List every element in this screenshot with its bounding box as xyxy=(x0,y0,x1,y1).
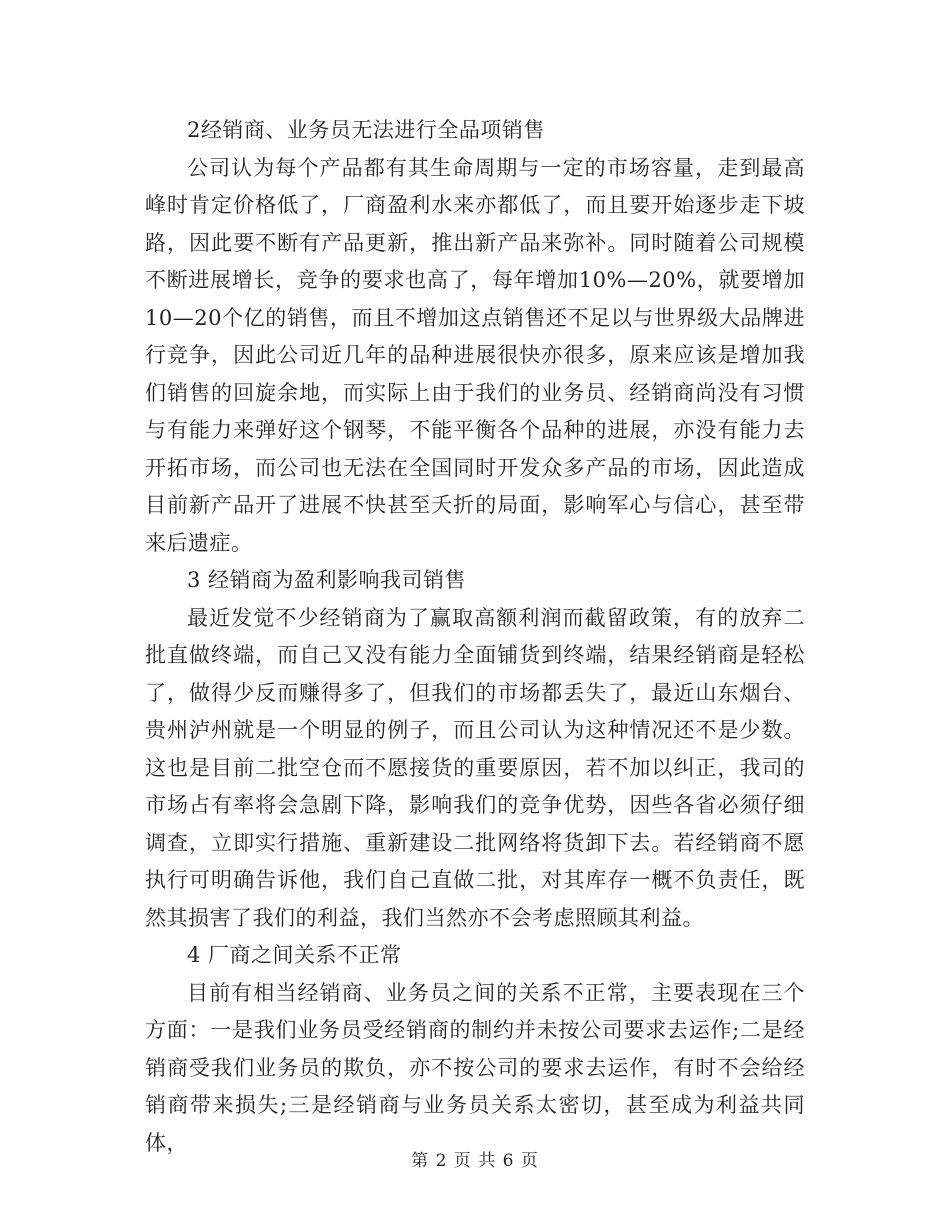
document-body xyxy=(145,112,805,1162)
section-paragraph-4: 目前有相当经销商、业务员之间的关系不正常，主要表现在三个方面：一是我们业务员受经销商的制约并未按公司要求去运作;二是经销商受我们业务员的欺负，亦不按公司的要求去运作，有时不会给经销商带来损失;三是经销商与业务员关系太密切，甚至成为利益共同体， xyxy=(145,980,805,1155)
section-heading-4: 4 厂商之间关系不正常 xyxy=(187,943,402,967)
section-paragraph-2: 公司认为每个产品都有其生命周期与一定的市场容量，走到最高峰时肯定价格低了，厂商盈利水来亦都低了，而且要开始逐步走下坡路，因此要不断有产品更新，推出新产品来弥补。同时随着公司规模不断进展增长，竞争的要求也高了，每年增加10%—20%，就要增加10—20个亿的销售，而且不增加这点销售还不足以与世界级大品牌进行竞争，因此公司近几年的品种进展很快亦很多，原来应该是增加我们销售的回旋余地，而实际上由于我们的业务员、经销商尚没有习惯与有能力来弹好这个钢琴，不能平衡各个品种的进展，亦没有能力去开拓市场，而公司也无法在全国同时开发众多产品的市场，因此造成目前新产品开了进展不快甚至夭折的局面，影响军心与信心，甚至带来后遗症。 xyxy=(145,155,805,555)
section-heading-2: 2经销商、业务员无法进行全品项销售 xyxy=(187,118,545,142)
section-paragraph-3: 最近发觉不少经销商为了赢取高额利润而截留政策，有的放弃二批直做终端，而自己又没有能力全面铺货到终端，结果经销商是轻松了，做得少反而赚得多了，但我们的市场都丢失了，最近山东烟台、贵州泸州就是一个明显的例子，而且公司认为这种情况还不是少数。这也是目前二批空仓而不愿接货的重要原因，若不加以纠正，我司的市场占有率将会急剧下降，影响我们的竞争优势，因些各省必须仔细调查，立即实行措施、重新建设二批网络将货卸下去。若经销商不愿执行可明确告诉他，我们自己直做二批，对其库存一概不负责任，既然其损害了我们的利益，我们当然亦不会考虑照顾其利益。 xyxy=(145,605,805,930)
section-heading-3: 3 经销商为盈利影响我司销售 xyxy=(187,568,467,592)
page-number-footer: 第 2 页 共 6 页 xyxy=(411,1151,539,1171)
